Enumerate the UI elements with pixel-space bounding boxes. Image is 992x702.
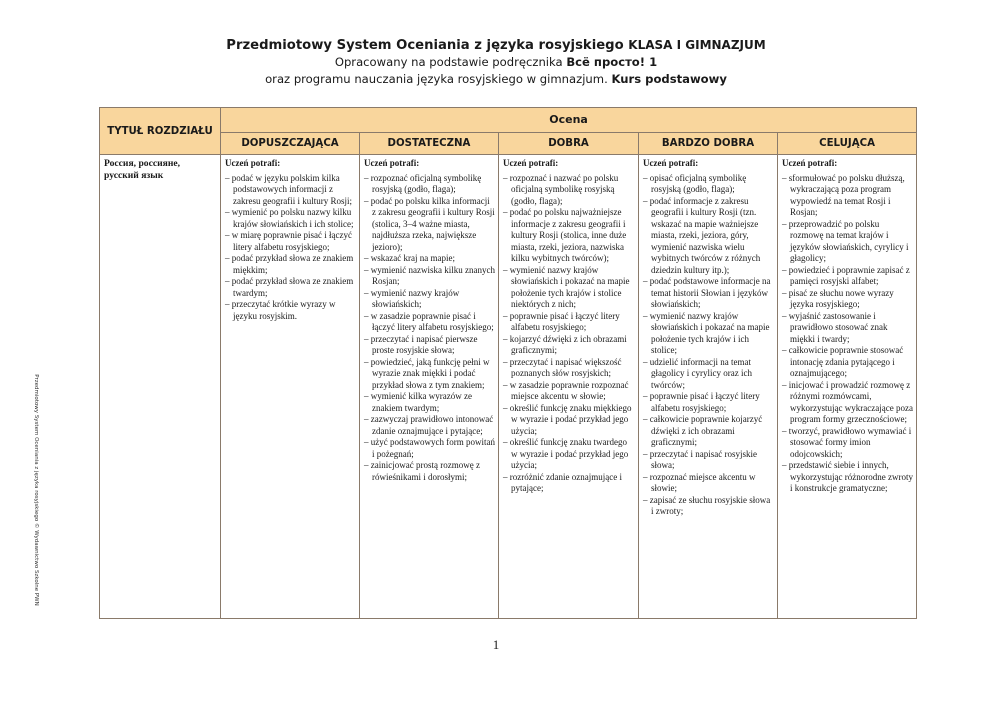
criteria-cell-celujaca	[778, 155, 917, 619]
chapter-title-header: TYTUŁ ROZDZIAŁU	[100, 108, 221, 155]
criteria-list	[643, 173, 774, 518]
criteria-list	[225, 173, 356, 323]
criteria-lead: Uczeń potrafi:	[364, 158, 420, 168]
table-row	[100, 155, 917, 619]
subtitle-line-2	[0, 71, 992, 88]
document-title	[0, 37, 992, 54]
criteria-item: – całkowicie poprawnie stosować intonację zdania pytającego i oznajmującego;	[782, 345, 913, 380]
criteria-item: – podać przykład słowa ze znakiem twardym;	[225, 276, 356, 299]
criteria-item: – przeczytać i napisać rosyjskie słowa;	[643, 449, 774, 472]
criteria-item: – rozpoznać oficjalną symbolikę rosyjską (godło, flaga);	[364, 173, 495, 196]
criteria-item: – wymienić nazwy krajów słowiańskich;	[364, 288, 495, 311]
subtitle-line-1	[0, 54, 992, 71]
criteria-item: – użyć podstawowych form powitań i pożegnań;	[364, 437, 495, 460]
criteria-item: – wyjaśnić zastosowanie i prawidłowo stosować znak miękki i twardy;	[782, 311, 913, 346]
criteria-item: – podać podstawowe informacje na temat historii Słowian i języków słowiańskich;	[643, 276, 774, 311]
criteria-item: – przeprowadzić po polsku rozmowę na temat krajów i języków słowiańskich, cyrylicy i głagolicy;	[782, 219, 913, 265]
criteria-item: – określić funkcję znaku twardego w wyrazie i podać przykład jego użycia;	[503, 437, 635, 472]
criteria-item: – podać po polsku kilka informacji z zakresu geografii i kultury Rosji (stolica, 3–4 ważne miasta, najdłuższa rzeka, największe jezioro);	[364, 196, 495, 254]
criteria-item: – zainicjować prostą rozmowę z rówieśnikami i dorosłymi;	[364, 460, 495, 483]
criteria-item: – w miarę poprawnie pisać i łączyć litery alfabetu rosyjskiego;	[225, 230, 356, 253]
criteria-item: – wymienić nazwy krajów słowiańskich i pokazać na mapie położenie tych krajów i ich stolice;	[643, 311, 774, 357]
criteria-item: – sformułować po polsku dłuższą, wykraczającą poza program wypowiedź na temat Rosji i Rosjan;	[782, 173, 913, 219]
criteria-item: – przedstawić siebie i innych, wykorzystując różnorodne zwroty i konstrukcje gramatyczne;	[782, 460, 913, 495]
criteria-item: – podać przykład słowa ze znakiem miękkim;	[225, 253, 356, 276]
criteria-lead: Uczeń potrafi:	[782, 158, 838, 168]
grade-group-header: Ocena	[221, 108, 917, 133]
criteria-list	[364, 173, 495, 484]
chapter-title-cell: Россия, россияне, русский язык	[100, 155, 221, 619]
criteria-item: – przeczytać i napisać większość poznanych słów rosyjskich;	[503, 357, 635, 380]
criteria-item: – przeczytać i napisać pierwsze proste rosyjskie słowa;	[364, 334, 495, 357]
criteria-lead: Uczeń potrafi:	[643, 158, 699, 168]
title-class: KLASA I GIMNAZJUM	[628, 38, 766, 52]
criteria-item: – wymienić po polsku nazwy kilku krajów słowiańskich i ich stolice;	[225, 207, 356, 230]
criteria-cell-dobra	[499, 155, 639, 619]
criteria-lead: Uczeń potrafi:	[503, 158, 559, 168]
page-number: 1	[492, 637, 500, 652]
criteria-lead: Uczeń potrafi:	[225, 158, 281, 168]
grading-table	[99, 107, 917, 619]
grade-header-dobra: DOBRA	[499, 132, 639, 154]
criteria-item: – poprawnie pisać i łączyć litery alfabetu rosyjskiego;	[643, 391, 774, 414]
criteria-item: – określić funkcję znaku miękkiego w wyrazie i podać przykład jego użycia;	[503, 403, 635, 438]
criteria-item: – wskazać kraj na mapie;	[364, 253, 495, 265]
criteria-item: – kojarzyć dźwięki z ich obrazami graficznymi;	[503, 334, 635, 357]
criteria-cell-dopuszczajaca	[221, 155, 360, 619]
criteria-item: – inicjować i prowadzić rozmowę z różnymi rozmówcami, wykorzystując wykraczające poza program formy grzecznościowe;	[782, 380, 913, 426]
grade-header-dopuszczajaca: DOPUSZCZAJĄCA	[221, 132, 360, 154]
criteria-item: – zapisać ze słuchu rosyjskie słowa i zwroty;	[643, 495, 774, 518]
course-level: Kurs podstawowy	[611, 72, 727, 86]
criteria-item: – powiedzieć i poprawnie zapisać z pamięci rosyjski alfabet;	[782, 265, 913, 288]
criteria-item: – powiedzieć, jaką funkcję pełni w wyrazie znak miękki i podać przykład słowa z tym znakiem;	[364, 357, 495, 392]
textbook-name: Всё просто! 1	[566, 55, 658, 69]
criteria-item: – poprawnie pisać i łączyć litery alfabetu rosyjskiego;	[503, 311, 635, 334]
criteria-item: – tworzyć, prawidłowo wymawiać i stosować formy imion odojcowskich;	[782, 426, 913, 461]
criteria-item: – podać w języku polskim kilka podstawowych informacji z zakresu geografii i kultury Rosji;	[225, 173, 356, 208]
criteria-item: – udzielić informacji na temat głagolicy i cyrylicy oraz ich twórców;	[643, 357, 774, 392]
grade-header-celujaca: CELUJĄCA	[778, 132, 917, 154]
criteria-cell-dostateczna	[360, 155, 499, 619]
criteria-item: – opisać oficjalną symbolikę rosyjską (godło, flaga);	[643, 173, 774, 196]
document-header	[0, 37, 992, 88]
criteria-item: – w zasadzie poprawnie pisać i łączyć litery alfabetu rosyjskiego;	[364, 311, 495, 334]
criteria-item: – wymienić nazwy krajów słowiańskich i pokazać na mapie położenie tych krajów i stolice niektórych z nich;	[503, 265, 635, 311]
criteria-cell-bardzo-dobra	[639, 155, 778, 619]
subtitle-prefix: Opracowany na podstawie podręcznika	[334, 55, 563, 69]
criteria-item: – w zasadzie poprawnie rozpoznać miejsce akcentu w słowie;	[503, 380, 635, 403]
criteria-list	[782, 173, 913, 495]
side-copyright-note: Przedmiotowy System Oceniania z języka rosyjskiego © Wydawnictwo Szkolne PWN	[33, 374, 39, 606]
criteria-list	[503, 173, 635, 495]
criteria-item: – podać informacje z zakresu geografii i kultury Rosji (tzn. wskazać na mapie ważniejsze miasta, rzeki, jeziora, góry, wymienić nazwiska wielu wybitnych twórców z różnych dziedzin kultury itp.);	[643, 196, 774, 277]
criteria-item: – rozpoznać i nazwać po polsku oficjalną symbolikę rosyjską (godło, flaga);	[503, 173, 635, 208]
criteria-item: – pisać ze słuchu nowe wyrazy języka rosyjskiego;	[782, 288, 913, 311]
title-main: Przedmiotowy System Oceniania z języka rosyjskiego	[226, 38, 624, 53]
criteria-item: – przeczytać krótkie wyrazy w języku rosyjskim.	[225, 299, 356, 322]
criteria-item: – rozróżnić zdanie oznajmujące i pytające;	[503, 472, 635, 495]
criteria-item: – wymienić kilka wyrazów ze znakiem twardym;	[364, 391, 495, 414]
grade-header-dostateczna: DOSTATECZNA	[360, 132, 499, 154]
program-text: oraz programu nauczania języka rosyjskiego w gimnazjum.	[265, 72, 608, 86]
criteria-item: – rozpoznać miejsce akcentu w słowie;	[643, 472, 774, 495]
criteria-item: – podać po polsku najważniejsze informacje z zakresu geografii i kultury Rosji (stolica, inne duże miasta, rzeki, jeziora, nazwiska kilku wybitnych twórców);	[503, 207, 635, 265]
grade-header-bardzo-dobra: BARDZO DOBRA	[639, 132, 778, 154]
criteria-item: – wymienić nazwiska kilku znanych Rosjan;	[364, 265, 495, 288]
criteria-item: – zazwyczaj prawidłowo intonować zdanie oznajmujące i pytające;	[364, 414, 495, 437]
criteria-item: – całkowicie poprawnie kojarzyć dźwięki z ich obrazami graficznymi;	[643, 414, 774, 449]
